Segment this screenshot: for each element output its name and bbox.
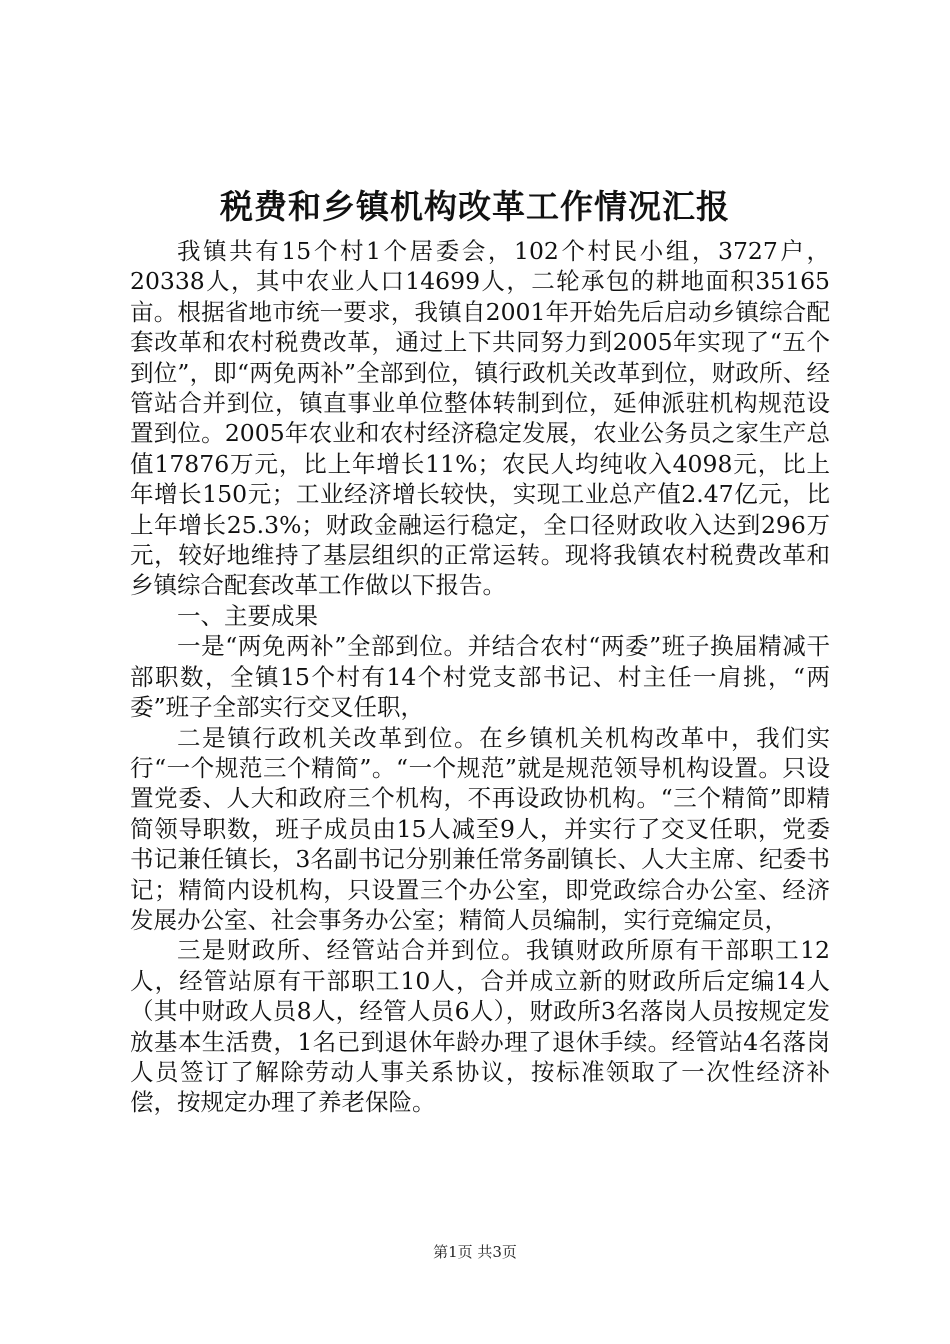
page-number-footer: 第1页 共3页 [433,1243,517,1261]
paragraph-intro: 我镇共有15个村1个居委会，102个村民小组，3727户，20338人，其中农业人口14699人，二轮承包的耕地面积35165亩。根据省地市统一要求，我镇自2001年开始先后启动乡镇综合配套改革和农村税费改革，通过上下共同努力到2005年实现了“五个到位”，即“两免两补”全部到位，镇行政机关改革到位，财政所、经管站合并到位，镇直事业单位整体转制到位，延伸派驻机构规范设置到位。2005年农业和农村经济稳定发展，农业公务员之家生产总值17876万元，比上年增长11%；农民人均纯收入4098元，比上年增长150元；工业经济增长较快，实现工业总产值2.47亿元，比上年增长25.3%；财政金融运行稳定，全口径财政收入达到296万元，较好地维持了基层组织的正常运转。现将我镇农村税费改革和乡镇综合配套改革工作做以下报告。 [130,237,830,600]
paragraph-point-one: 一是“两免两补”全部到位。并结合农村“两委”班子换届精减干部职数，全镇15个村有14个村党支部书记、村主任一肩挑，“两委”班子全部实行交叉任职， [130,632,830,722]
document-body [130,236,830,1118]
document-title: 税费和乡镇机构改革工作情况汇报 [220,187,730,226]
paragraph-point-three: 三是财政所、经管站合并到位。我镇财政所原有干部职工12人，经管站原有干部职工10人，合并成立新的财政所后定编14人（其中财政人员8人，经管人员6人），财政所3名落岗人员按规定发放基本生活费，1名已到退休年龄办理了退休手续。经管站4名落岗人员签订了解除劳动人事关系协议，按标准领取了一次性经济补偿，按规定办理了养老保险。 [130,936,830,1117]
paragraph-point-two: 二是镇行政机关改革到位。在乡镇机关机构改革中，我们实行“一个规范三个精简”。“一个规范”就是规范领导机构设置。只设置党委、人大和政府三个机构，不再设政协机构。“三个精简”即精简领导职数，班子成员由15人减至9人，并实行了交叉任职，党委书记兼任镇长，3名副书记分别兼任常务副镇长、人大主席、纪委书记；精简内设机构，只设置三个办公室，即党政综合办公室、经济发展办公室、社会事务办公室；精简人员编制，实行竞编定员， [130,723,830,934]
section-heading-main-results: 一、主要成果 [177,601,318,630]
